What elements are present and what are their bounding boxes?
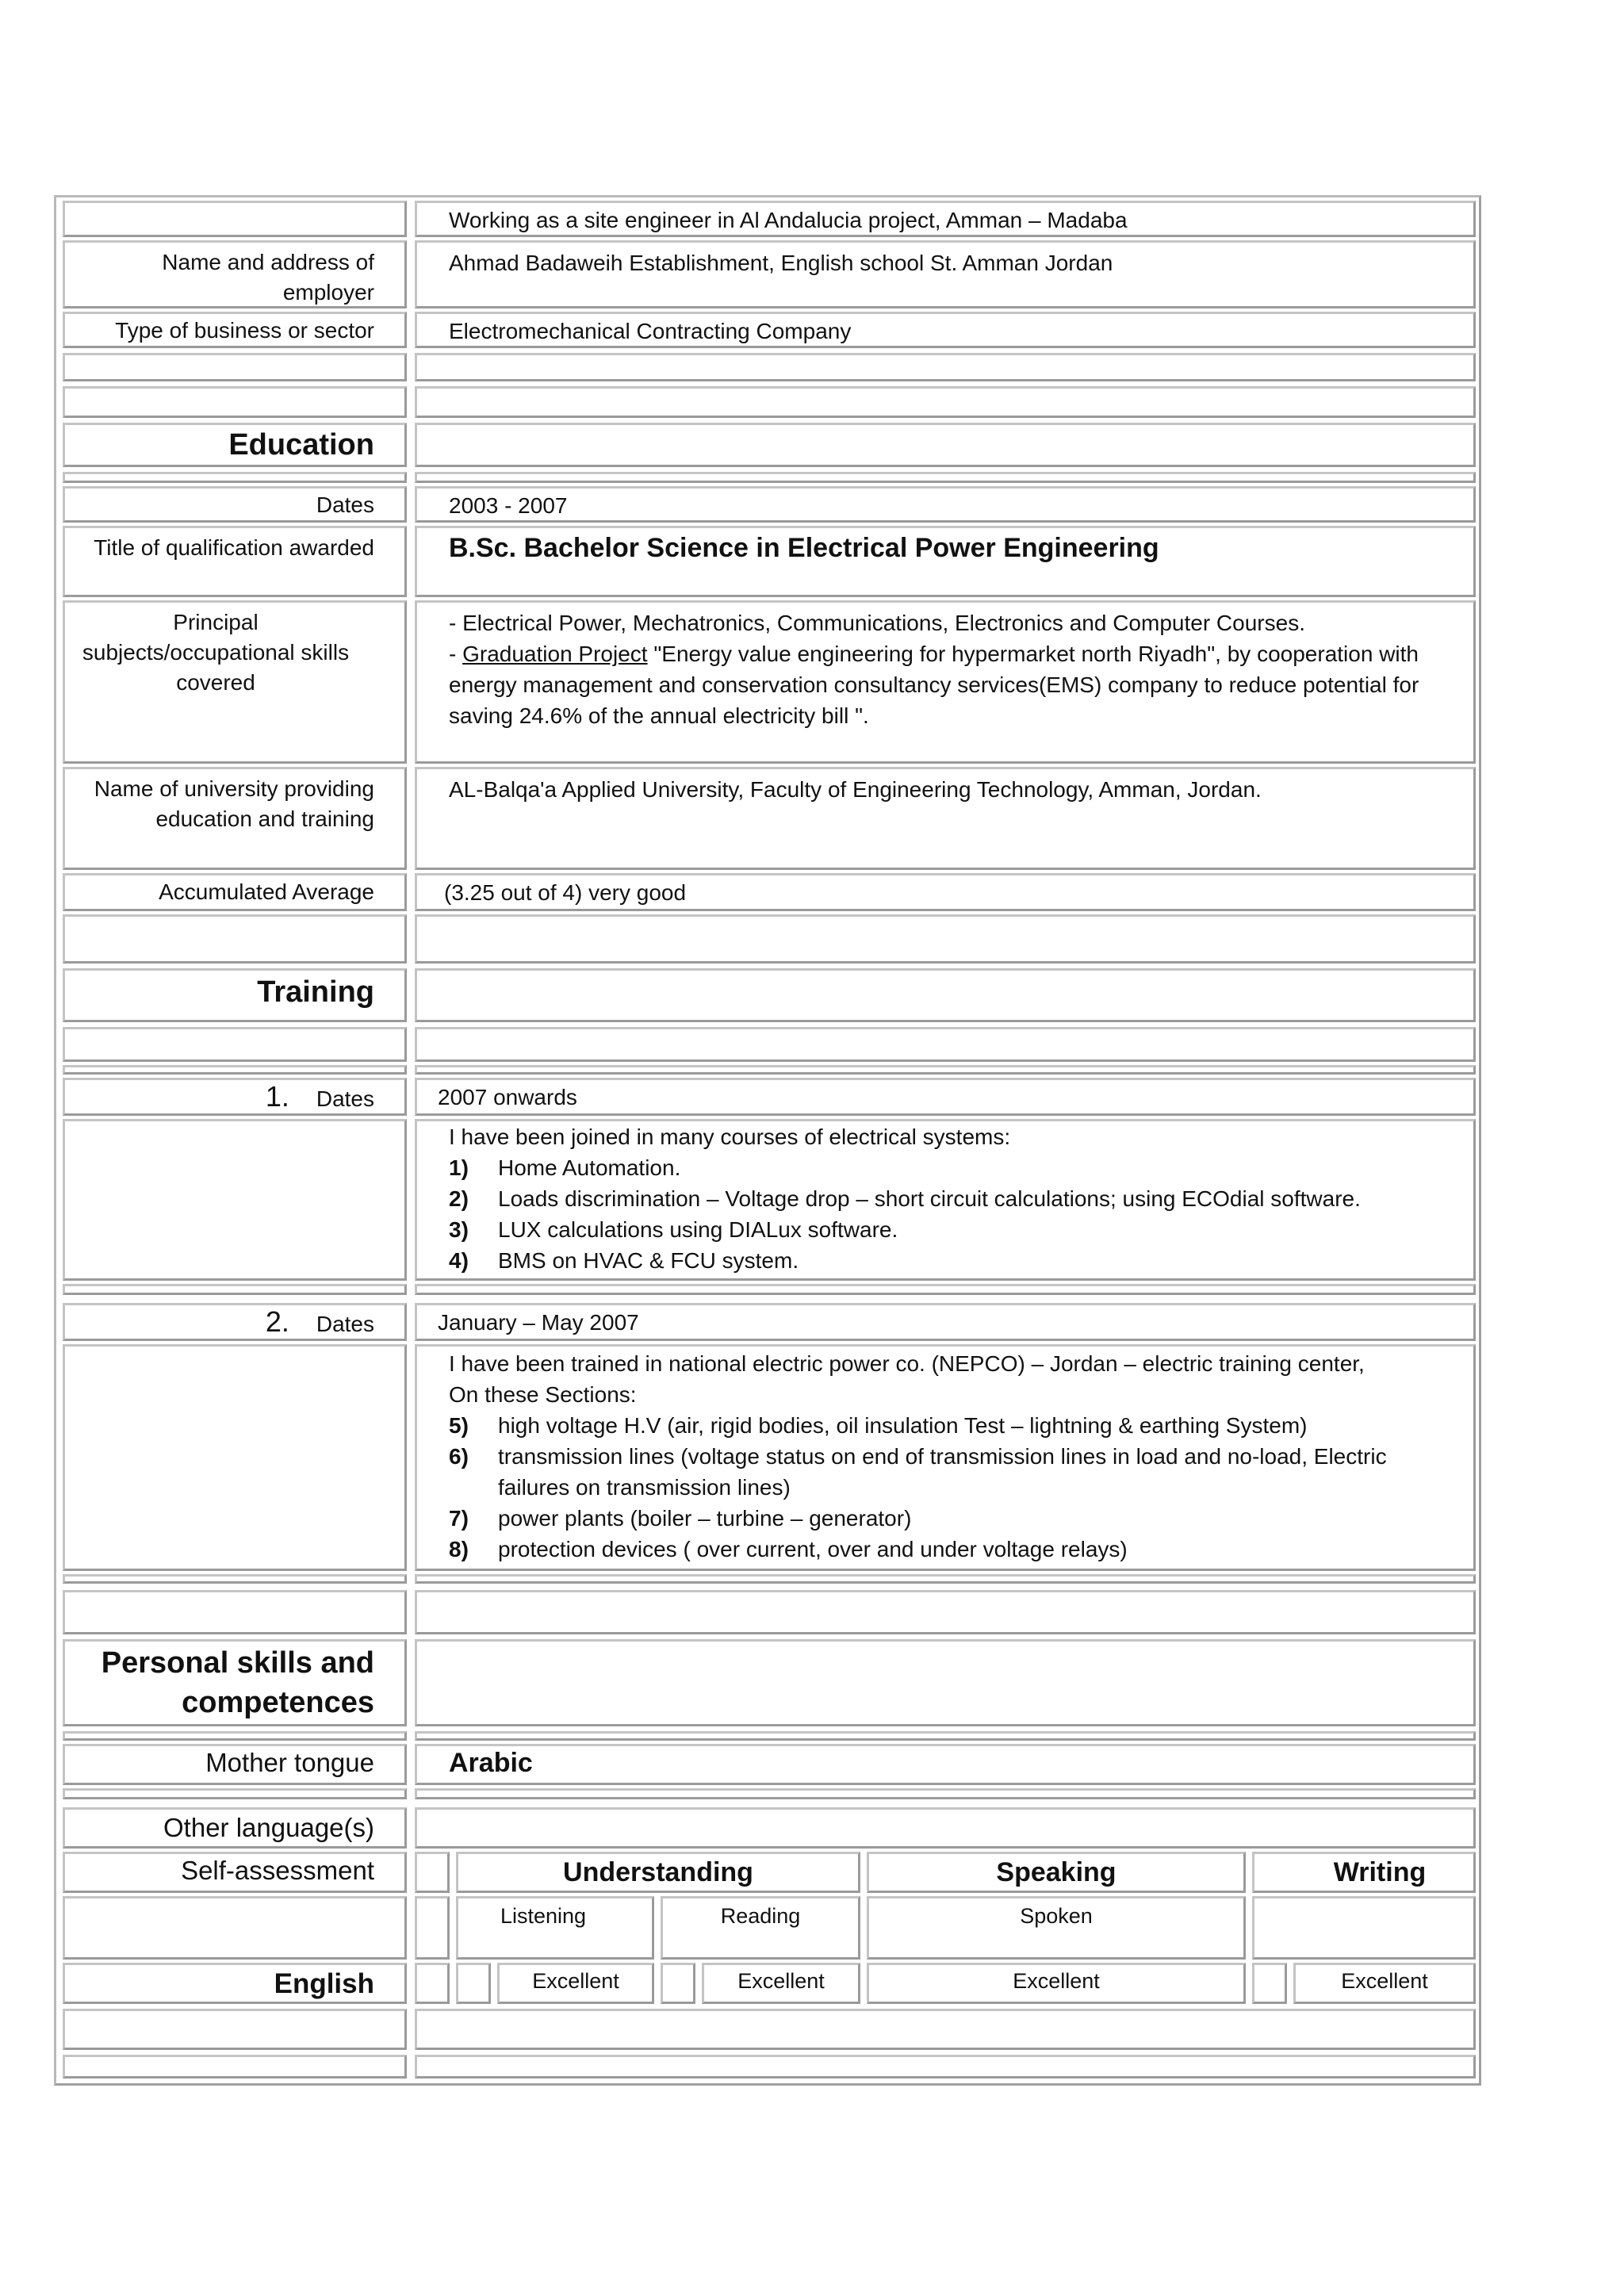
- training-2-intro-1: I have been trained in national electric power co. (NEPCO) – Jordan – electric training center,: [449, 1351, 1365, 1376]
- writing-subheader-cell: [1252, 1896, 1476, 1960]
- list-number: 5): [449, 1413, 469, 1438]
- list-number: 4): [449, 1248, 469, 1273]
- list-number: 3): [449, 1217, 469, 1242]
- spacer-row: [63, 914, 407, 964]
- average-label: Accumulated Average: [63, 873, 407, 911]
- list-item: [449, 1183, 1426, 1214]
- training-2-dates-value: January – May 2007: [415, 1303, 1476, 1341]
- spacer-row: [63, 472, 407, 483]
- spacer-row: [415, 353, 1476, 381]
- spacer-row: [415, 1065, 1476, 1075]
- list-number: 1): [449, 1155, 469, 1180]
- training-2-number: 2.: [265, 1305, 289, 1338]
- grid-spacer-cell: [1252, 1963, 1287, 2004]
- spacer-row: [63, 353, 407, 381]
- grid-spacer-cell: [415, 1896, 450, 1960]
- list-text: power plants (boiler – turbine – generator): [498, 1506, 912, 1531]
- spacer-row: [63, 1065, 407, 1075]
- subjects-line-2: [449, 638, 1426, 731]
- training-heading-value-cell: [415, 968, 1476, 1022]
- employer-label: Name and address of employer: [63, 240, 407, 308]
- training-1-label-cell: [63, 1119, 407, 1281]
- training-1-intro: I have been joined in many courses of electrical systems:: [449, 1125, 1011, 1149]
- university-value: AL-Balqa'a Applied University, Faculty of Engineering Technology, Amman, Jordan.: [415, 767, 1476, 870]
- list-item: [449, 1441, 1410, 1503]
- writing-header: Writing: [1252, 1852, 1476, 1893]
- list-item: [449, 1410, 1410, 1441]
- speaking-header: Speaking: [867, 1852, 1246, 1893]
- training-2-intro-2: On these Sections:: [449, 1382, 637, 1407]
- grid-spacer-cell: [415, 1852, 450, 1893]
- english-label: English: [63, 1963, 407, 2004]
- spacer-row: [415, 2055, 1476, 2079]
- spacer-row: [63, 386, 407, 418]
- subjects-line-1: - Electrical Power, Mechatronics, Communications, Electronics and Computer Courses.: [449, 611, 1305, 635]
- spacer-row: [63, 1788, 407, 1799]
- list-text: transmission lines (voltage status on end of transmission lines in load and no-load, Electric failures on transmission lines): [498, 1444, 1387, 1500]
- subjects-value: [415, 600, 1476, 764]
- training-1-details: [415, 1119, 1476, 1281]
- list-text: high voltage H.V (air, rigid bodies, oil insulation Test – lightning & earthing System): [498, 1413, 1308, 1438]
- english-spoken-value: Excellent: [867, 1963, 1246, 2004]
- training-2-dates-text: Dates: [316, 1312, 374, 1336]
- list-item: [449, 1245, 1426, 1276]
- english-writing-value: Excellent: [1293, 1963, 1476, 2004]
- education-dates-label: Dates: [63, 486, 407, 523]
- spacer-row: [415, 1284, 1476, 1295]
- education-heading: Education: [63, 423, 407, 467]
- spacer-row: [415, 914, 1476, 964]
- mother-tongue-value: Arabic: [415, 1744, 1476, 1785]
- english-reading-value: Excellent: [702, 1963, 860, 2004]
- education-dates-value: 2003 - 2007: [415, 486, 1476, 523]
- spacer-row: [415, 472, 1476, 483]
- list-text: LUX calculations using DIALux software.: [498, 1217, 898, 1242]
- training-heading: Training: [63, 968, 407, 1022]
- subjects-line-2-prefix: -: [449, 642, 463, 666]
- spacer-row: [63, 2009, 407, 2050]
- self-assessment-label: Self-assessment: [63, 1852, 407, 1893]
- training-1-dates-text: Dates: [316, 1086, 374, 1111]
- business-label: Type of business or sector: [63, 312, 407, 348]
- training-1-dates-value: 2007 onwards: [415, 1078, 1476, 1116]
- subjects-label: [63, 600, 407, 764]
- spacer-row: [415, 1788, 1476, 1799]
- spacer-row: [415, 1574, 1476, 1584]
- grid-spacer-cell: [661, 1963, 695, 2004]
- spacer-row: [415, 2009, 1476, 2050]
- list-text: Home Automation.: [498, 1155, 681, 1180]
- spacer-row: [63, 1574, 407, 1584]
- grid-spacer-cell: [456, 1963, 491, 2004]
- business-value: Electromechanical Contracting Company: [415, 312, 1476, 348]
- subheader-label-cell: [63, 1896, 407, 1960]
- training-1-dates-label: [63, 1078, 407, 1116]
- training-2-dates-label: [63, 1303, 407, 1341]
- graduation-project-link: Graduation Project: [462, 642, 648, 666]
- list-text: BMS on HVAC & FCU system.: [498, 1248, 799, 1273]
- spacer-row: [63, 1284, 407, 1295]
- cv-document: [54, 195, 1481, 2086]
- spacer-row: [63, 1590, 407, 1634]
- occupation-label-cell: [63, 201, 407, 237]
- list-number: 6): [449, 1444, 469, 1469]
- english-listening-value: Excellent: [497, 1963, 654, 2004]
- training-2-details: [415, 1344, 1476, 1571]
- subjects-line-2-rest: "Energy value engineering for hypermarket north Riyadh", by cooperation with energy management and conservation consultancy services(EMS) company to reduce potential for saving 24.6% of the annual electricity bill ".: [449, 642, 1419, 728]
- list-text: Loads discrimination – Voltage drop – short circuit calculations; using ECOdial software.: [498, 1186, 1361, 1211]
- spacer-row: [415, 1590, 1476, 1634]
- list-item: [449, 1503, 1410, 1534]
- spacer-row: [63, 1731, 407, 1741]
- reading-header: Reading: [661, 1896, 860, 1960]
- spacer-row: [63, 2055, 407, 2079]
- understanding-header: Understanding: [456, 1852, 860, 1893]
- listening-header: Listening: [456, 1896, 654, 1960]
- subjects-label-text: Principal subjects/occupational skills covered: [82, 610, 350, 695]
- skills-heading: Personal skills and competences: [63, 1639, 407, 1726]
- training-2-label-cell: [63, 1344, 407, 1571]
- list-item: [449, 1152, 1426, 1183]
- education-heading-value-cell: [415, 423, 1476, 467]
- spacer-row: [415, 386, 1476, 418]
- other-language-label: Other language(s): [63, 1807, 407, 1849]
- qualification-label: Title of qualification awarded: [63, 526, 407, 597]
- other-language-value-cell: [415, 1807, 1476, 1849]
- spoken-header: Spoken: [867, 1896, 1246, 1960]
- spacer-row: [415, 1027, 1476, 1062]
- training-1-number: 1.: [265, 1080, 289, 1113]
- skills-heading-value-cell: [415, 1639, 1476, 1726]
- list-item: [449, 1214, 1426, 1245]
- qualification-value: B.Sc. Bachelor Science in Electrical Power Engineering: [415, 526, 1476, 597]
- spacer-row: [415, 1731, 1476, 1741]
- list-number: 8): [449, 1537, 469, 1561]
- list-number: 7): [449, 1506, 469, 1531]
- university-label: Name of university providing education and training: [63, 767, 407, 870]
- employer-value: Ahmad Badaweih Establishment, English school St. Amman Jordan: [415, 240, 1476, 308]
- list-text: protection devices ( over current, over and under voltage relays): [498, 1537, 1128, 1561]
- occupation-value: Working as a site engineer in Al Andalucia project, Amman – Madaba: [415, 201, 1476, 237]
- spacer-row: [63, 1027, 407, 1062]
- list-number: 2): [449, 1186, 469, 1211]
- list-item: [449, 1534, 1410, 1565]
- average-value: (3.25 out of 4) very good: [415, 873, 1476, 911]
- grid-spacer-cell: [415, 1963, 450, 2004]
- mother-tongue-label: Mother tongue: [63, 1744, 407, 1785]
